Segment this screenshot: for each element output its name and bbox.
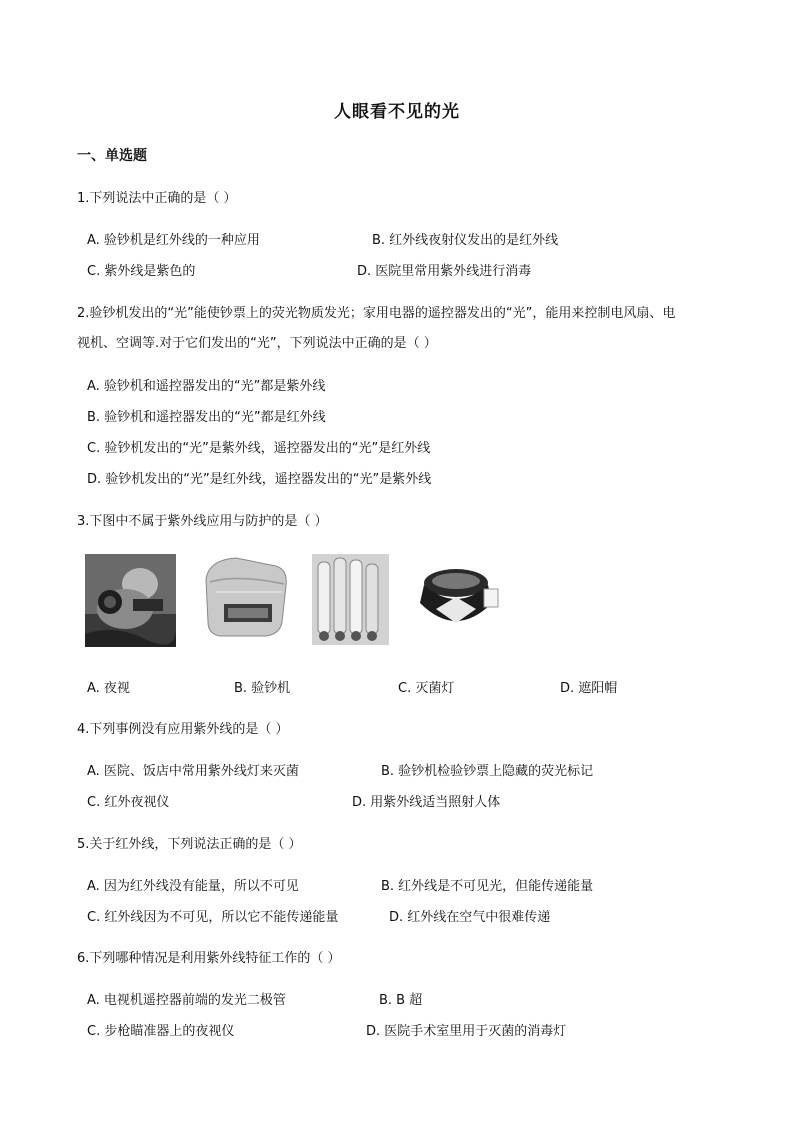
question-4-option-a[interactable]: A. 医院、饭店中常用紫外线灯来灭菌 xyxy=(87,764,299,779)
sterilizing-lamp-photo xyxy=(312,554,389,645)
question-4-option-d[interactable]: D. 用紫外线适当照射人体 xyxy=(352,795,501,810)
question-1-stem: 1.下列说法中正确的是（ ） xyxy=(77,191,237,206)
question-5-option-c[interactable]: C. 红外线因为不可见，所以它不能传递能量 xyxy=(87,910,339,925)
question-2-option-d[interactable]: D. 验钞机发出的“光”是红外线，遥控器发出的“光”是紫外线 xyxy=(87,472,432,487)
question-3-option-c[interactable]: C. 灭菌灯 xyxy=(398,681,455,696)
question-1-option-c[interactable]: C. 紫外线是紫色的 xyxy=(87,264,196,279)
question-1-option-b[interactable]: B. 红外线夜射仪发出的是红外线 xyxy=(372,233,559,248)
question-4-stem: 4.下列事例没有应用紫外线的是（ ） xyxy=(77,722,289,737)
question-2-option-b[interactable]: B. 验钞机和遥控器发出的“光”都是红外线 xyxy=(87,410,326,425)
question-3-option-b[interactable]: B. 验钞机 xyxy=(234,681,291,696)
question-2-stem-line-1: 2.验钞机发出的“光”能使钞票上的荧光物质发光；家用电器的遥控器发出的“光”，能用来控制电风扇、电 xyxy=(77,306,676,321)
question-3-stem: 3.下图中不属于紫外线应用与防护的是（ ） xyxy=(77,514,328,529)
question-1-option-a[interactable]: A. 验钞机是红外线的一种应用 xyxy=(87,233,260,248)
question-6-option-b[interactable]: B. B 超 xyxy=(379,993,423,1008)
question-6-option-d[interactable]: D. 医院手术室里用于灭菌的消毒灯 xyxy=(366,1024,567,1039)
question-2-stem-line-2: 视机、空调等.对于它们发出的“光”，下列说法中正确的是（ ） xyxy=(77,336,437,351)
question-5-option-a[interactable]: A. 因为红外线没有能量，所以不可见 xyxy=(87,879,299,894)
question-6-option-c[interactable]: C. 步枪瞄准器上的夜视仪 xyxy=(87,1024,235,1039)
question-5-stem: 5.关于红外线，下列说法正确的是（ ） xyxy=(77,837,302,852)
sun-visor-photo xyxy=(412,553,505,646)
currency-detector-photo xyxy=(196,552,292,644)
question-6-option-a[interactable]: A. 电视机遥控器前端的发光二极管 xyxy=(87,993,286,1008)
question-4-option-b[interactable]: B. 验钞机检验钞票上隐藏的荧光标记 xyxy=(381,764,594,779)
question-3-option-d[interactable]: D. 遮阳帽 xyxy=(560,681,618,696)
question-2-option-c[interactable]: C. 验钞机发出的“光”是紫外线，遥控器发出的“光”是红外线 xyxy=(87,441,431,456)
section-heading: 一、单选题 xyxy=(77,148,147,164)
question-3-option-a[interactable]: A. 夜视 xyxy=(87,681,130,696)
question-1-option-d[interactable]: D. 医院里常用紫外线进行消毒 xyxy=(357,264,532,279)
question-5-option-d[interactable]: D. 红外线在空气中很难传递 xyxy=(389,910,551,925)
question-4-option-c[interactable]: C. 红外夜视仪 xyxy=(87,795,170,810)
night-vision-photo xyxy=(85,554,176,647)
question-5-option-b[interactable]: B. 红外线是不可见光，但能传递能量 xyxy=(381,879,594,894)
page-title: 人眼看不见的光 xyxy=(334,102,460,122)
question-6-stem: 6.下列哪种情况是利用紫外线特征工作的（ ） xyxy=(77,951,341,966)
question-2-option-a[interactable]: A. 验钞机和遥控器发出的“光”都是紫外线 xyxy=(87,379,326,394)
